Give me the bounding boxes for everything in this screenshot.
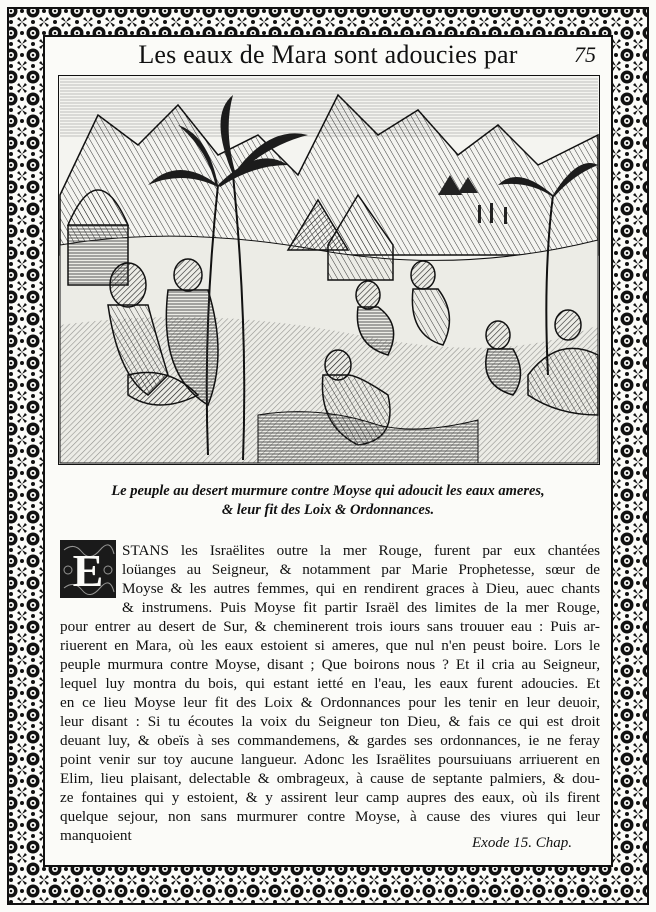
body-line: loüanges au Seigneur, & notamment par Marie Prophetesse, sœur de: [122, 561, 600, 578]
woodcut-illustration-icon: [58, 75, 600, 465]
body-line: leur disant : Si tu écoutes la voix du Seigneur ton Dieu, & fais ce qui est droit: [60, 713, 600, 730]
body-line: STANS les Israëlites outre la mer Rouge, furent par eux chantées: [122, 542, 600, 559]
body-line: Elim, lieu plaisant, delectable & ombrageux, à cause de septante palmiers, & dou-: [60, 770, 600, 787]
body-line: deuant luy, & obeïs à ses commandemens, & gardes ses ordonnances, ie ne feray: [60, 732, 600, 749]
body-line: lequel luy montra du bois, qui estant ietté en l'eau, les eaux furent adoucies. Et: [60, 675, 600, 692]
body-line: & instrumens. Puis Moyse fit partir Israël des limites de la mer Rouge,: [122, 599, 600, 616]
page-number: 75: [574, 42, 596, 67]
body-line: pour entrer au desert de Sur, & cheminerent trois iours sans trouuer eau : Puis ar-: [60, 618, 600, 635]
body-line: peuple murmura contre Moyse, disant ; Que boirons nous ? Et il cria au Seigneur,: [60, 656, 600, 673]
scripture-reference: Exode 15. Chap.: [472, 835, 572, 851]
body-line: ze fontaines qui y estoient, & y assirent leur camp aupres des eaux, où ils firent: [60, 789, 600, 806]
caption-line-1: Le peuple au desert murmure contre Moyse qui adoucit les eaux ameres,: [111, 483, 545, 499]
body-line: en ce lieu Moyse leur fit des Loix & Ordonnances pour les tenir en leur deuoir,: [60, 694, 600, 711]
body-text: [60, 541, 600, 845]
page-title: Les eaux de Mara sont adoucies par: [138, 40, 518, 69]
body-line: manquoient: [60, 827, 132, 844]
initial-letter: E: [72, 545, 104, 596]
illustration-caption: [60, 482, 596, 520]
body-line: riuerent en Mara, où les eaux estoient si ameres, que nul n'en peust boire. Lors le: [60, 637, 600, 654]
body-line: Moyse & les autres femmes, qui en rendirent graces à Dieu, auec chants: [122, 580, 600, 597]
body-line: point venir sur toy aucune langueur. Adonc les Israëlites poursuiuans arriuerent en: [60, 751, 600, 768]
caption-line-2: & leur fit des Loix & Ordonnances.: [221, 502, 435, 518]
page-header: [58, 40, 598, 70]
body-line: quelque sejour, non sans murmurer contre Moyse, à cause des viures qui leur: [60, 808, 600, 825]
